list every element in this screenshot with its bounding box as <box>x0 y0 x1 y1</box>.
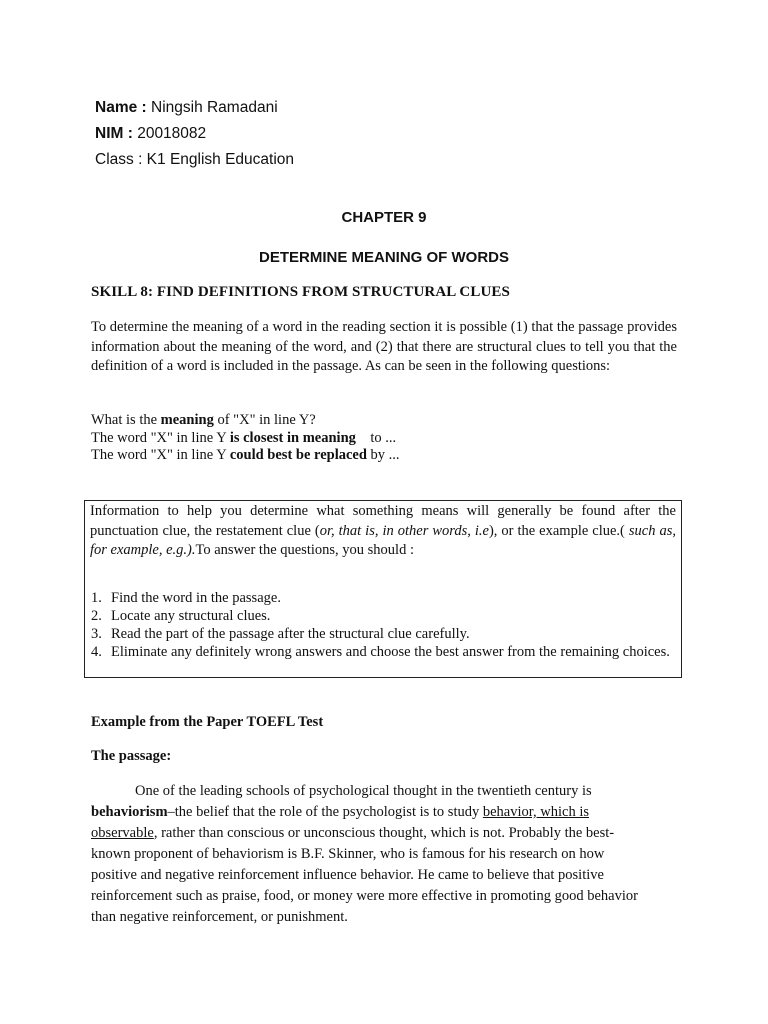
name-value: Ningsih Ramadani <box>146 99 278 116</box>
question-item <box>91 412 400 430</box>
step-item <box>90 643 676 661</box>
nim-value: 20018082 <box>132 125 207 142</box>
student-info <box>95 95 294 173</box>
step-item <box>90 607 676 625</box>
steps-list <box>90 589 676 661</box>
step-text: Find the word in the passage. <box>111 590 281 606</box>
question-item <box>91 430 400 448</box>
question-text: The word "X" in line Y <box>91 447 230 463</box>
question-list <box>91 412 400 465</box>
passage-paragraph <box>91 781 647 928</box>
nim-label: NIM : <box>95 125 133 142</box>
passage-label: The passage: <box>91 748 172 764</box>
info-italic: such as, for example, e.g.). <box>90 522 676 558</box>
question-text: The word "X" in line Y <box>91 429 230 446</box>
class-label: Class : <box>95 151 143 168</box>
question-text: by ... <box>366 447 400 463</box>
passage-text: , rather than conscious or unconscious thought, which is not. Probably the best-known proponent of behaviorism is B.F. Skinner, who is famous for his research on how positive and negative reinforcement influence behavior. He came to believe that positive reinforcement such as praise, food, or money were more effective in promoting good behavior than negative reinforcement, or punishment. <box>91 825 638 925</box>
step-text: Locate any structural clues. <box>111 608 271 624</box>
question-text: of "X" in line Y? <box>213 412 316 428</box>
info-box-text <box>90 502 676 561</box>
chapter-title: DETERMINE MEANING OF WORDS <box>259 249 509 266</box>
info-italic: or, that is, in other words, i.e <box>319 522 489 539</box>
step-number: 3. <box>91 626 102 642</box>
nim-line <box>95 121 294 147</box>
question-keyword: is closest in meaning <box>229 429 356 446</box>
passage-underlined: behavior, which is observable <box>91 804 589 841</box>
step-item <box>90 589 676 607</box>
info-text: To answer the questions, you should : <box>195 542 414 558</box>
class-line <box>95 147 294 173</box>
class-value: K1 English Education <box>142 151 295 168</box>
question-item <box>91 447 400 465</box>
info-text: Information to help you determine what something means will generally be found after the punctuation clue, the restatement clue ( <box>90 503 676 539</box>
question-text: What is the <box>91 412 161 428</box>
name-line <box>95 95 294 121</box>
name-label: Name : <box>95 99 147 116</box>
step-number: 4. <box>91 644 102 660</box>
passage-keyword: behaviorism <box>91 804 168 820</box>
info-text: ), or the example clue.( <box>488 522 629 539</box>
question-keyword: could best be replaced <box>229 447 367 463</box>
step-number: 2. <box>91 608 102 624</box>
passage-text: One of the leading schools of psychological thought in the twentieth century is <box>135 783 592 799</box>
example-title: Example from the Paper TOEFL Test <box>91 714 324 730</box>
step-number: 1. <box>91 590 102 606</box>
step-item <box>90 625 676 643</box>
step-text: Read the part of the passage after the structural clue carefully. <box>111 626 470 642</box>
skill-heading: SKILL 8: FIND DEFINITIONS FROM STRUCTURAL CLUES <box>91 284 510 300</box>
chapter-number: CHAPTER 9 <box>341 209 427 226</box>
step-text: Eliminate any definitely wrong answers and choose the best answer from the remaining choices. <box>111 644 670 660</box>
question-text: to ... <box>355 429 397 446</box>
question-keyword: meaning <box>160 412 214 428</box>
info-box <box>84 500 682 678</box>
intro-paragraph: To determine the meaning of a word in the reading section it is possible (1) that the passage provides information about the meaning of the word, and (2) that there are structural clues to tell you that the definition of a word is included in the passage. As can be seen in the following questions: <box>91 319 677 374</box>
passage-text: –the belief that the role of the psychologist is to study <box>167 804 483 820</box>
